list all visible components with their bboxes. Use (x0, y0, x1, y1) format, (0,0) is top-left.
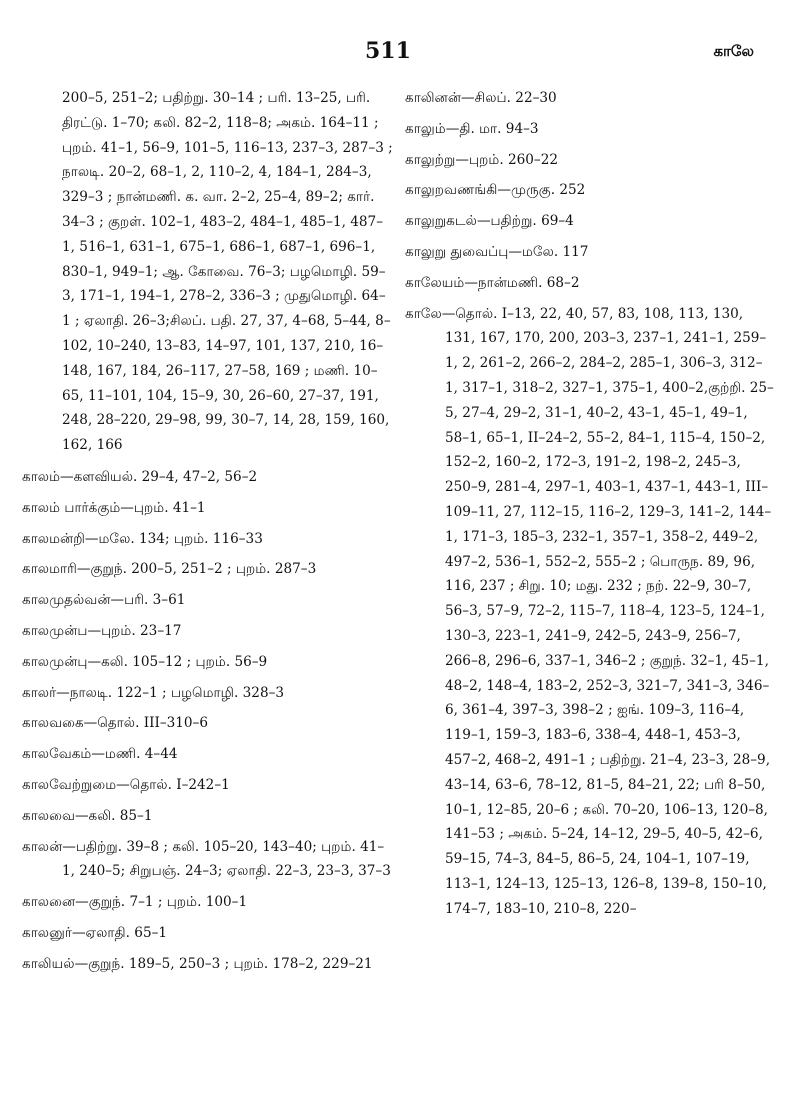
index-entry: காலினன்—சிலப். 22–30 (405, 90, 557, 106)
index-entry: காலவேற்றுமை—தொல். I–242–1 (22, 776, 230, 793)
index-entry: காலியல்—குறுந். 189–5, 250–3 ; புறம். 178–2, 229–21 (22, 955, 373, 972)
index-entry: காலனை—குறுந். 7–1 ; புறம். 100–1 (22, 894, 248, 911)
page-number: 511 (365, 38, 411, 64)
index-entry: காலுறுகடல்—பதிற்று. 69–4 (405, 213, 574, 230)
index-entry: காலன்—பதிற்று. 39–8 ; கலி. 105–20, 143–40; புறம். 41–1, 240–5; சிறுபஞ். 24–3; ஏலாதி. 22–3, 23–3, 37–3 (22, 838, 391, 880)
index-entry: காலமன்றி—மலே. 134; புறம். 116–33 (22, 530, 263, 547)
index-entry: காலர்—நாலடி. 122–1 ; பழமொழி. 328–3 (22, 684, 285, 701)
index-entry: காலவகை—தொல். III–310–6 (22, 715, 209, 732)
running-head: காலே (713, 42, 754, 60)
continued-entry: 200–5, 251–2; பதிற்று. 30–14 ; பரி. 13–25, பரி. திரட்டு. 1–70; கலி. 82–2, 118–8; அகம். 164–11 ; புறம். 41–1, 56–9, 101–5, 116–13, 237–3, 287–3 ; நாலடி. 20–2, 68–1, 2, 110–2, 4, 184–1, 284–3, 329–3 ; நான்மணி. க. வா. 2–2, 25–4, 89–2; கார். 34–3 ; குறள். 102–1, 483–2, 484–1, 485–1, 487–1, 516–1, 631–1, 675–1, 686–1, 687–1, 696–1, 830–1, 949–1; ஆ. கோவை. 76–3; பழமொழி. 59–3, 171–1, 194–1, 278–2, 336–3 ; முதுமொழி. 64–1 ; ஏலாதி. 26–3;சிலப். பதி. 27, 37, 4–68, 5–44, 8–102, 10–240, 13–83, 14–97, 101, 137, 210, 16–148, 167, 184, 26–117, 27–58, 169 ; மணி. 10–65, 11–101, 104, 15–9, 30, 26–60, 27–37, 191, 248, 28–220, 29–98, 99, 30–7, 14, 28, 159, 160, 162, 166 (62, 90, 393, 454)
index-entry: காலும்—தி. மா. 94–3 (405, 120, 539, 137)
index-entry: காலவை—கலி. 85–1 (22, 807, 153, 824)
index-entry: காலுறவணங்கி—முருகு. 252 (405, 182, 586, 199)
index-entry: காலமாரி—குறுந். 200–5, 251–2 ; புறம். 287–3 (22, 561, 317, 578)
left-column (22, 86, 394, 983)
index-entry: காலம் பார்க்கும்—புறம். 41–1 (22, 499, 206, 516)
index-entry: காலவேகம்—மணி. 4–44 (22, 746, 178, 763)
index-entry: காலுறு துவைப்பு—மலே. 117 (405, 243, 589, 260)
index-entry: காலனுர்—ஏலாதி. 65–1 (22, 924, 168, 941)
index-entry: காலம்—களவியல். 29–4, 47–2, 56–2 (22, 468, 258, 485)
index-entry: காலமுன்பு—கலி. 105–12 ; புறம். 56–9 (22, 653, 268, 670)
index-entry: காலேயம்—நான்மணி. 68–2 (405, 274, 580, 291)
index-entry: காலுற்று—புறம். 260–22 (405, 151, 559, 168)
index-entry: காலமுன்ப—புறம். 23–17 (22, 622, 182, 639)
page-header (0, 38, 800, 70)
index-entry: காலமுதல்வன்—பரி. 3–61 (22, 592, 186, 609)
index-entry: காலே—தொல். I–13, 22, 40, 57, 83, 108, 113, 130, 131, 167, 170, 200, 203–3, 237–1, 241–1, 259–1, 2, 261–2, 266–2, 284–2, 285–1, 306–3, 312–1, 317–1, 318–2, 327–1, 375–1, 400–2,குற்றி. 25–5, 27–4, 29–2, 31–1, 40–2, 43–1, 45–1, 49–1, 58–1, 65–1, II–24–2, 55–2, 84–1, 115–4, 150–2, 152–2, 160–2, 172–3, 191–2, 198–2, 245–3, 250–9, 281–4, 297–1, 403–1, 437–1, 443–1, III–109–11, 27, 112–15, 116–2, 129–3, 141–2, 144–1, 171–3, 185–3, 232–1, 357–1, 358–2, 449–2, 497–2, 536–1, 552–2, 555–2 ; பொருந. 89, 96, 116, 237 ; சிறு. 10; மது. 232 ; நற். 22–9, 30–7, 56–3, 57–9, 72–2, 115–7, 118–4, 123–5, 124–1, 130–3, 223–1, 241–9, 242–5, 243–9, 256–7, 266–8, 296–6, 337–1, 346–2 ; குறுந். 32–1, 45–1, 48–2, 148–4, 183–2, 252–3, 321–7, 341–3, 346–6, 361–4, 397–3, 398–2 ; ஐங். 109–3, 116–4, 119–1, 159–3, 183–6, 338–4, 448–1, 453–3, 457–2, 468–2, 491–1 ; பதிற்று. 21–4, 23–3, 28–9, 43–14, 63–6, 78–12, 81–5, 84–21, 22; பரி 8–50, 10–1, 12–85, 20–6 ; கலி. 70–20, 106–13, 120–8, 141–53 ; அகம். 5–24, 14–12, 29–5, 40–5, 42–6, 59–15, 74–3, 84–5, 86–5, 24, 104–1, 107–19, 113–1, 124–13, 125–13, 126–8, 139–8, 150–10, 174–7, 183–10, 210–8, 220– (405, 305, 774, 917)
right-column (405, 86, 775, 928)
